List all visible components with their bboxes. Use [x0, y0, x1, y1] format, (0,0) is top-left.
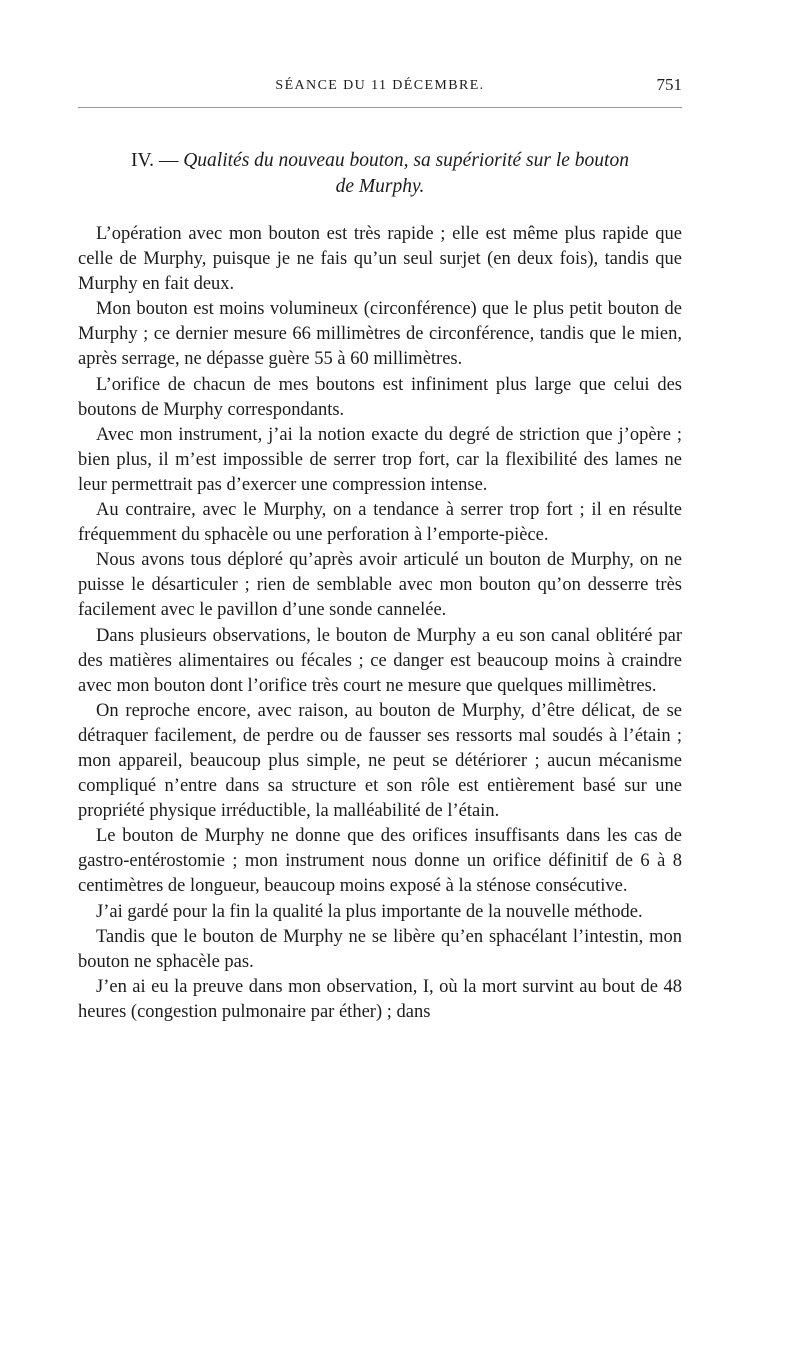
paragraph: Nous avons tous déploré qu’après avoir articulé un bouton de Murphy, on ne puisse le désarticuler ; rien de semblable avec mon bouton qu’on desserre très facilement avec le pavillon d’une sonde cannelée. [78, 550, 682, 621]
section-title-line-1: Qualités du nouveau bouton, sa supériorité sur le bouton [183, 150, 629, 171]
paragraph: Mon bouton est moins volumineux (circonférence) que le plus petit bouton de Murphy ; ce dernier mesure 66 millimètres de circonférence, tandis que le mien, après serrage, ne dépasse guère 55 à 60 millimètres. [78, 299, 682, 370]
page-number: 751 [656, 75, 682, 94]
paragraph: L’opération avec mon bouton est très rapide ; elle est même plus rapide que celle de Murphy, puisque je ne fais qu’un seul surjet (en deux fois), tandis que Murphy en fait deux. [78, 224, 682, 295]
running-title: SÉANCE DU 11 DÉCEMBRE. [275, 78, 485, 93]
running-header [78, 74, 682, 100]
paragraph: Dans plusieurs observations, le bouton de Murphy a eu son canal oblitéré par des matières alimentaires ou fécales ; ce danger est beaucoup moins à craindre avec mon bouton dont l’orifice très court ne mesure que quelques millimètres. [78, 625, 682, 696]
paragraph: L’orifice de chacun de mes boutons est infiniment plus large que celui des boutons de Murphy correspondants. [78, 374, 682, 420]
paragraph: J’ai gardé pour la fin la qualité la plus importante de la nouvelle méthode. [96, 901, 643, 922]
paragraph: Avec mon instrument, j’ai la notion exacte du degré de striction que j’opère ; bien plus, il m’est impossible de serrer trop fort, car la flexibilité des lames ne leur permettrait pas d’exercer une compression intense. [78, 424, 682, 495]
section-heading [78, 148, 682, 200]
paragraph: Au contraire, avec le Murphy, on a tendance à serrer trop fort ; il en résulte fréquemment du sphacèle ou une perforation à l’emporte-pièce. [78, 500, 682, 546]
paragraph: On reproche encore, avec raison, au bouton de Murphy, d’être délicat, de se détraquer facilement, de perdre ou de fausser ses ressorts mal soudés à l’étain ; mon appareil, beaucoup plus simple, ne peut se détériorer ; aucun mécanisme compliqué n’entre dans sa structure et son rôle est entièrement basé sur une propriété physique irréductible, la malléabilité de l’étain. [78, 700, 682, 822]
header-rule [78, 107, 682, 108]
paragraph: Tandis que le bouton de Murphy ne se libère qu’en sphacélant l’intestin, mon bouton ne sphacèle pas. [78, 926, 682, 972]
paragraph: Le bouton de Murphy ne donne que des orifices insuffisants dans les cas de gastro-entérostomie ; mon instrument nous donne un orifice définitif de 6 à 8 centimètres de longueur, beaucoup moins exposé à la sténose consécutive. [78, 826, 682, 897]
section-title-line-2: de Murphy. [335, 176, 425, 197]
body-text [78, 222, 682, 1025]
paragraph: J’en ai eu la preuve dans mon observation, I, où la mort survint au bout de 48 heures (congestion pulmonaire par éther) ; dans [78, 976, 682, 1022]
section-number: IV. — [131, 150, 179, 171]
